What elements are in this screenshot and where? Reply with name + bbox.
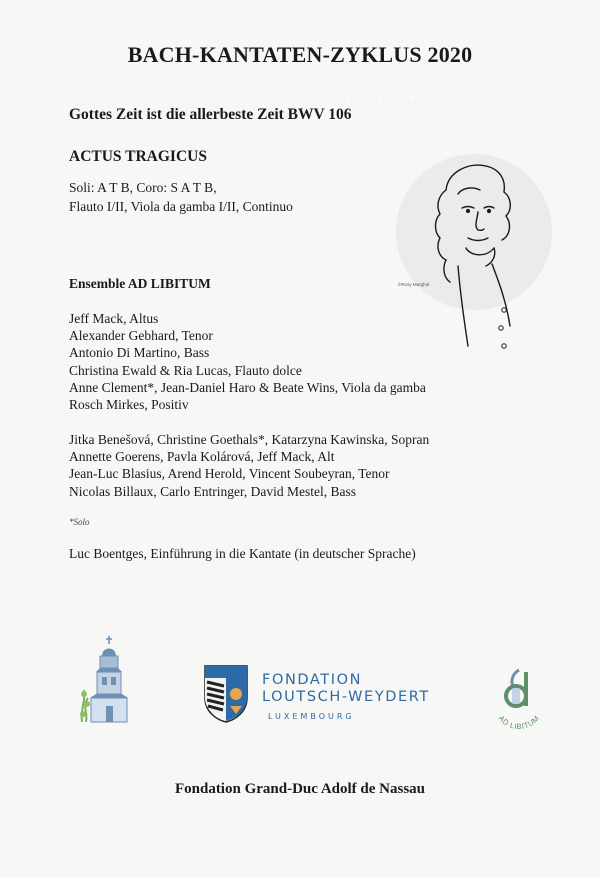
ad-libitum-logo [486,664,552,734]
scoring-block [69,178,293,216]
solo-footnote: *Solo [69,517,90,527]
cantata-subtitle: ACTUS TRAGICUS [69,148,207,165]
portrait-credit: ©Rosy Marghot [398,282,430,287]
bleed-through-text: · · · · · · · · · · · · · · · · [330,97,430,109]
foundation-wordmark [262,672,430,721]
list-item: Antonio Di Martino, Bass [69,345,210,361]
introduction-line: Luc Boentges, Einführung in die Kantate (in deutscher Sprache) [69,546,416,561]
tower-logo [76,634,138,726]
scoring-line: Soli: A T B, Coro: S A T B, [69,180,217,195]
ensemble-heading: Ensemble AD LIBITUM [69,276,211,291]
svg-text:AD LIBITUM [497,714,542,731]
list-item: Rosch Mirkes, Positiv [69,397,189,413]
cantata-title: Gottes Zeit ist die allerbeste Zeit BWV 106 [69,106,352,123]
foundation-location: LUXEMBOURG [268,712,355,721]
chorus-list [69,431,429,500]
foundation-crest-icon [203,664,249,724]
list-item: Jean-Luc Blasius, Arend Herold, Vincent Soubeyran, Tenor [69,466,390,482]
list-item: Anne Clement*, Jean-Daniel Haro & Beate Wins, Viola da gamba [69,379,426,395]
foundation-name-line: FONDATION [262,672,363,688]
ad-libitum-label: AD LIBITUM [496,713,542,732]
list-item: Jitka Benešová, Christine Goethals*, Katarzyna Kawinska, Sopran [69,432,430,447]
list-item: Annette Goerens, Pavla Kolárová, Jeff Mack, Alt [69,449,335,465]
foundation-name-line: LOUTSCH-WEYDERT [262,689,430,705]
page-title: BACH-KANTATEN-ZYKLUS 2020 [127,42,473,67]
list-item: Jeff Mack, Altus [69,311,159,326]
list-item: Alexander Gebhard, Tenor [69,328,213,344]
list-item: Christina Ewald & Ria Lucas, Flauto dolce [69,362,302,378]
scoring-line: Flauto I/II, Viola da gamba I/II, Continuo [69,199,293,214]
soloists-list [69,310,426,413]
list-item: Nicolas Billaux, Carlo Entringer, David Mestel, Bass [69,483,357,499]
footer-sponsor: Fondation Grand-Duc Adolf de Nassau [174,781,426,797]
